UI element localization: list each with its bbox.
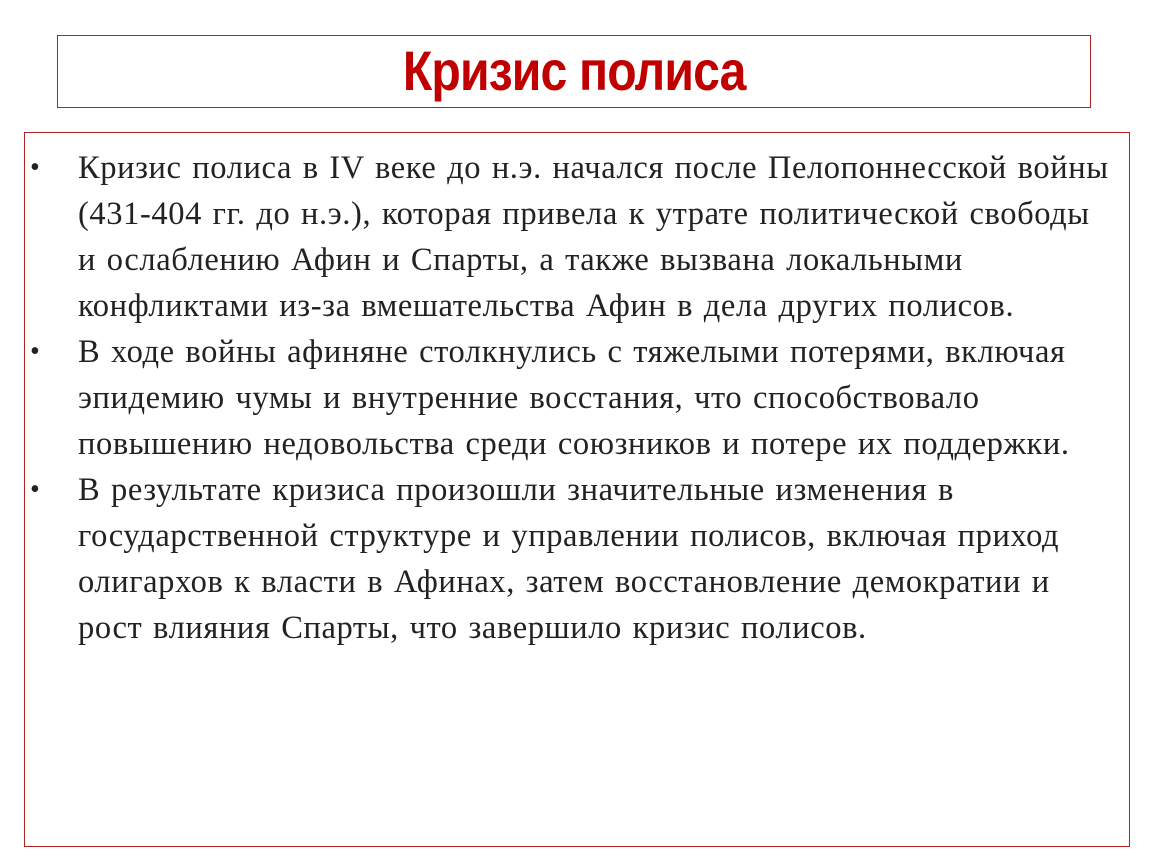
- bullet-text-1: Кризис полиса в IV веке до н.э. начался после Пелопоннесской войны (431-404 гг. до н.э.), которая привела к утрате политической свободы и ослаблению Афин и Спарты, а также вызвана локальными конфликтами из-за вмешательства Афин в дела других полисов.: [78, 150, 1109, 324]
- bullet-item-1: [25, 145, 1129, 329]
- bullet-list: [25, 145, 1129, 651]
- content-frame: [24, 132, 1130, 847]
- title-frame: [57, 35, 1091, 108]
- bullet-item-2: [25, 329, 1129, 467]
- bullet-item-3: [25, 467, 1129, 651]
- bullet-icon: •: [30, 152, 41, 183]
- bullet-icon: •: [30, 474, 41, 505]
- slide-title: Кризис полиса: [402, 38, 746, 102]
- bullet-text-2: В ходе войны афиняне столкнулись с тяжелыми потерями, включая эпидемию чумы и внутренние восстания, что способствовало повышению недовольства среди союзников и потере их поддержки.: [78, 334, 1070, 462]
- bullet-icon: •: [30, 336, 41, 367]
- bullet-text-3: В результате кризиса произошли значительные изменения в государственной структуре и управлении полисов, включая приход олигархов к власти в Афинах, затем восстановление демократии и рост влияния Спарты, что завершило кризис полисов.: [78, 472, 1060, 646]
